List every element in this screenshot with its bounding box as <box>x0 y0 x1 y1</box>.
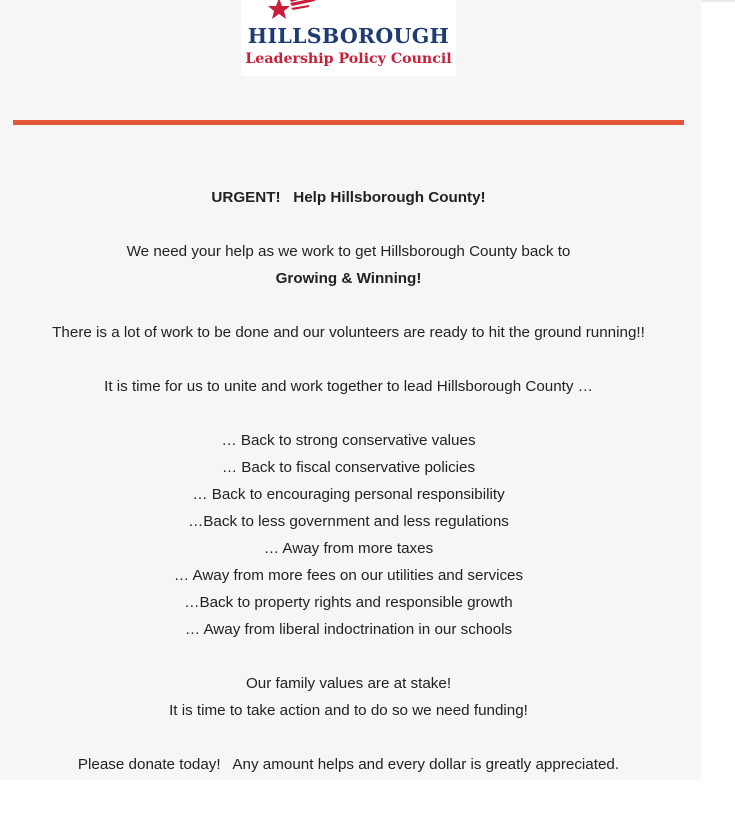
orange-divider <box>13 120 684 125</box>
family-values-line: Our family values are at stake! <box>245 675 452 692</box>
shooting-star-icon <box>259 0 317 24</box>
donate-appreciation-label: Any amount helps and every dollar is greatly appreciated. <box>232 756 620 773</box>
list-item: …Back to property rights and responsible growth <box>184 594 513 611</box>
logo-subtitle: Leadership Policy Council <box>245 51 452 67</box>
help-line: We need your help as we work to get Hillsborough County back to <box>126 243 571 260</box>
email-content <box>0 184 697 778</box>
unite-line: It is time for us to unite and work together to lead Hillsborough County … <box>104 378 593 395</box>
volunteers-line: There is a lot of work to be done and our volunteers are ready to hit the ground running!! <box>52 324 645 341</box>
list-item: … Back to strong conservative values <box>221 432 476 449</box>
list-item: … Away from more taxes <box>263 540 434 557</box>
list-item: … Away from more fees on our utilities and services <box>173 567 524 584</box>
urgent-heading <box>0 184 697 211</box>
urgent-label: URGENT! <box>211 189 281 206</box>
list-item: … Back to fiscal conservative policies <box>221 459 476 476</box>
funding-line: It is time to take action and to do so we need funding! <box>169 702 528 719</box>
list-item: … Away from liberal indoctrination in our schools <box>184 621 513 638</box>
logo-organization-name: HILLSBOROUGH <box>247 24 450 48</box>
growing-winning-line: Growing & Winning! <box>275 270 422 287</box>
donate-line <box>0 751 697 778</box>
list-item: … Back to encouraging personal responsibility <box>192 486 505 503</box>
list-item: …Back to less government and less regulations <box>188 513 509 530</box>
donate-today-label: Please donate today! <box>77 756 221 773</box>
organization-logo <box>241 0 456 76</box>
help-county-label: Help Hillsborough County! <box>293 189 486 206</box>
